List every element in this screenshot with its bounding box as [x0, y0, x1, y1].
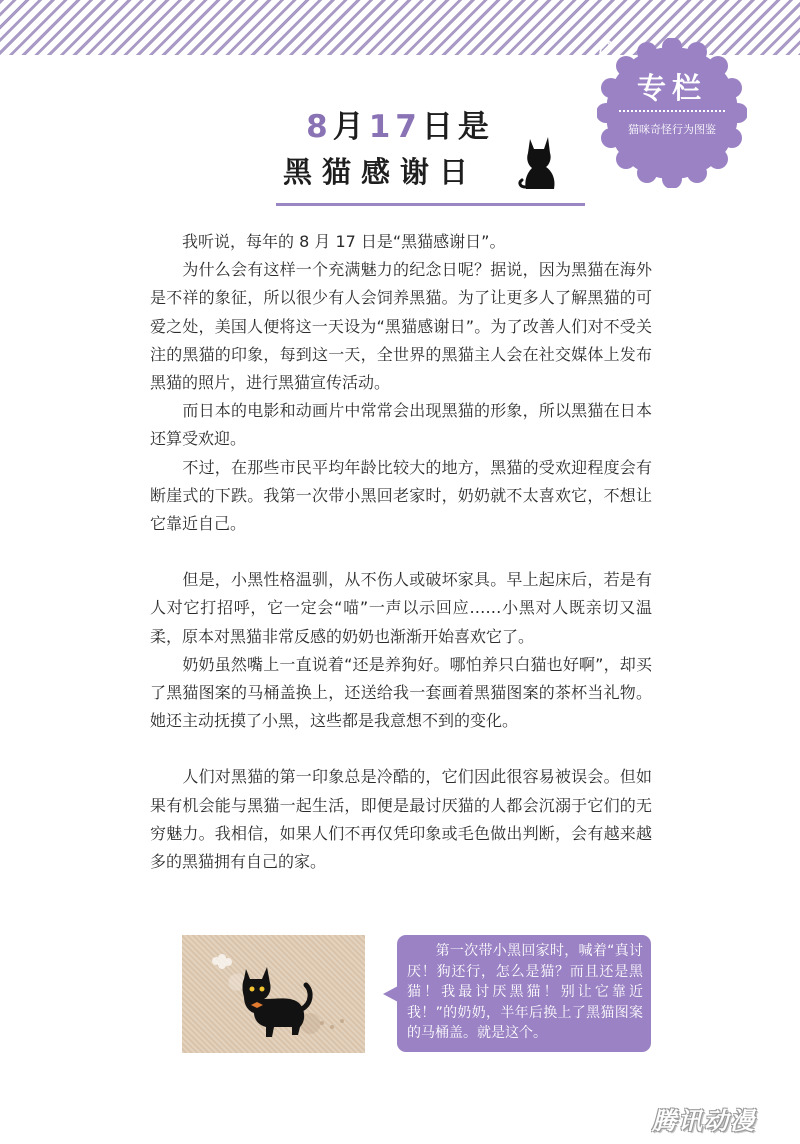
paragraph-spacer: [150, 538, 652, 566]
badge-subtitle: 猫咪奇怪行为图鉴: [628, 123, 716, 136]
toilet-lid-photo: [182, 935, 365, 1053]
title-month: 8: [306, 109, 333, 145]
speech-bubble-tail: [383, 986, 398, 1002]
paragraph: 但是，小黑性格温驯，从不伤人或破坏家具。早上起床后，若是有人对它打招呼，它一定会“喵”一声以示回应……小黑对人既亲切又温柔，原本对黑猫非常反感的奶奶也渐渐开始喜欢它了。: [150, 570, 652, 646]
caption-speech-bubble: [397, 935, 651, 1052]
badge-title: 专栏: [636, 71, 707, 105]
title-underline: [276, 203, 585, 206]
page-title-line1: [0, 101, 800, 146]
watermark: 腾讯动漫: [652, 1107, 756, 1135]
page-title-line2: 黑猫感谢日: [283, 155, 479, 189]
caption-text: 第一次带小黑回家时，喊着“真讨厌！狗还行，怎么是猫？而且还是黑猫！我最讨厌黑猫！别让它靠近我！”的奶奶，半年后换上了黑猫图案的马桶盖。就是这个。: [407, 943, 643, 1041]
title-month-char: 月: [332, 109, 369, 145]
paragraph: 而日本的电影和动画片中常常会出现黑猫的形象，所以黑猫在日本还算受欢迎。: [150, 401, 652, 449]
paragraph: 人们对黑猫的第一印象总是冷酷的，它们因此很容易被误会。但如果有机会能与黑猫一起生活，即便是最讨厌猫的人都会沉溺于它们的无穷魅力。我相信，如果人们不再仅凭印象或毛色做出判断，会有越来越多的黑猫拥有自己的家。: [150, 767, 652, 872]
title-day-suffix: 日是: [421, 109, 494, 145]
black-cat-icon: [516, 133, 558, 193]
paragraph-spacer: [150, 735, 652, 763]
paragraph: 为什么会有这样一个充满魅力的纪念日呢？据说，因为黑猫在海外是不祥的象征，所以很少有人会饲养黑猫。为了让更多人了解黑猫的可爱之处，美国人便将这一天设为“黑猫感谢日”。为了改善人们对不受关注的黑猫的印象，每到这一天，全世界的黑猫主人会在社交媒体上发布黑猫的照片，进行黑猫宣传活动。: [150, 260, 652, 393]
paragraph: 我听说，每年的 8 月 17 日是“黑猫感谢日”。: [150, 232, 506, 251]
article-body: [150, 228, 652, 876]
paragraph: 不过，在那些市民平均年龄比较大的地方，黑猫的受欢迎程度会有断崖式的下跌。我第一次带小黑回老家时，奶奶就不太喜欢它，不想让它靠近自己。: [150, 457, 652, 534]
paragraph: 奶奶虽然嘴上一直说着“还是养狗好。哪怕养只白猫也好啊”，却买了黑猫图案的马桶盖换上，还送给我一套画着黑猫图案的茶杯当礼物。她还主动抚摸了小黑，这些都是我意想不到的变化。: [150, 654, 652, 731]
pencil-icon: [597, 38, 615, 56]
title-day: 17: [368, 109, 422, 145]
black-cat-illustration: [182, 935, 365, 1053]
